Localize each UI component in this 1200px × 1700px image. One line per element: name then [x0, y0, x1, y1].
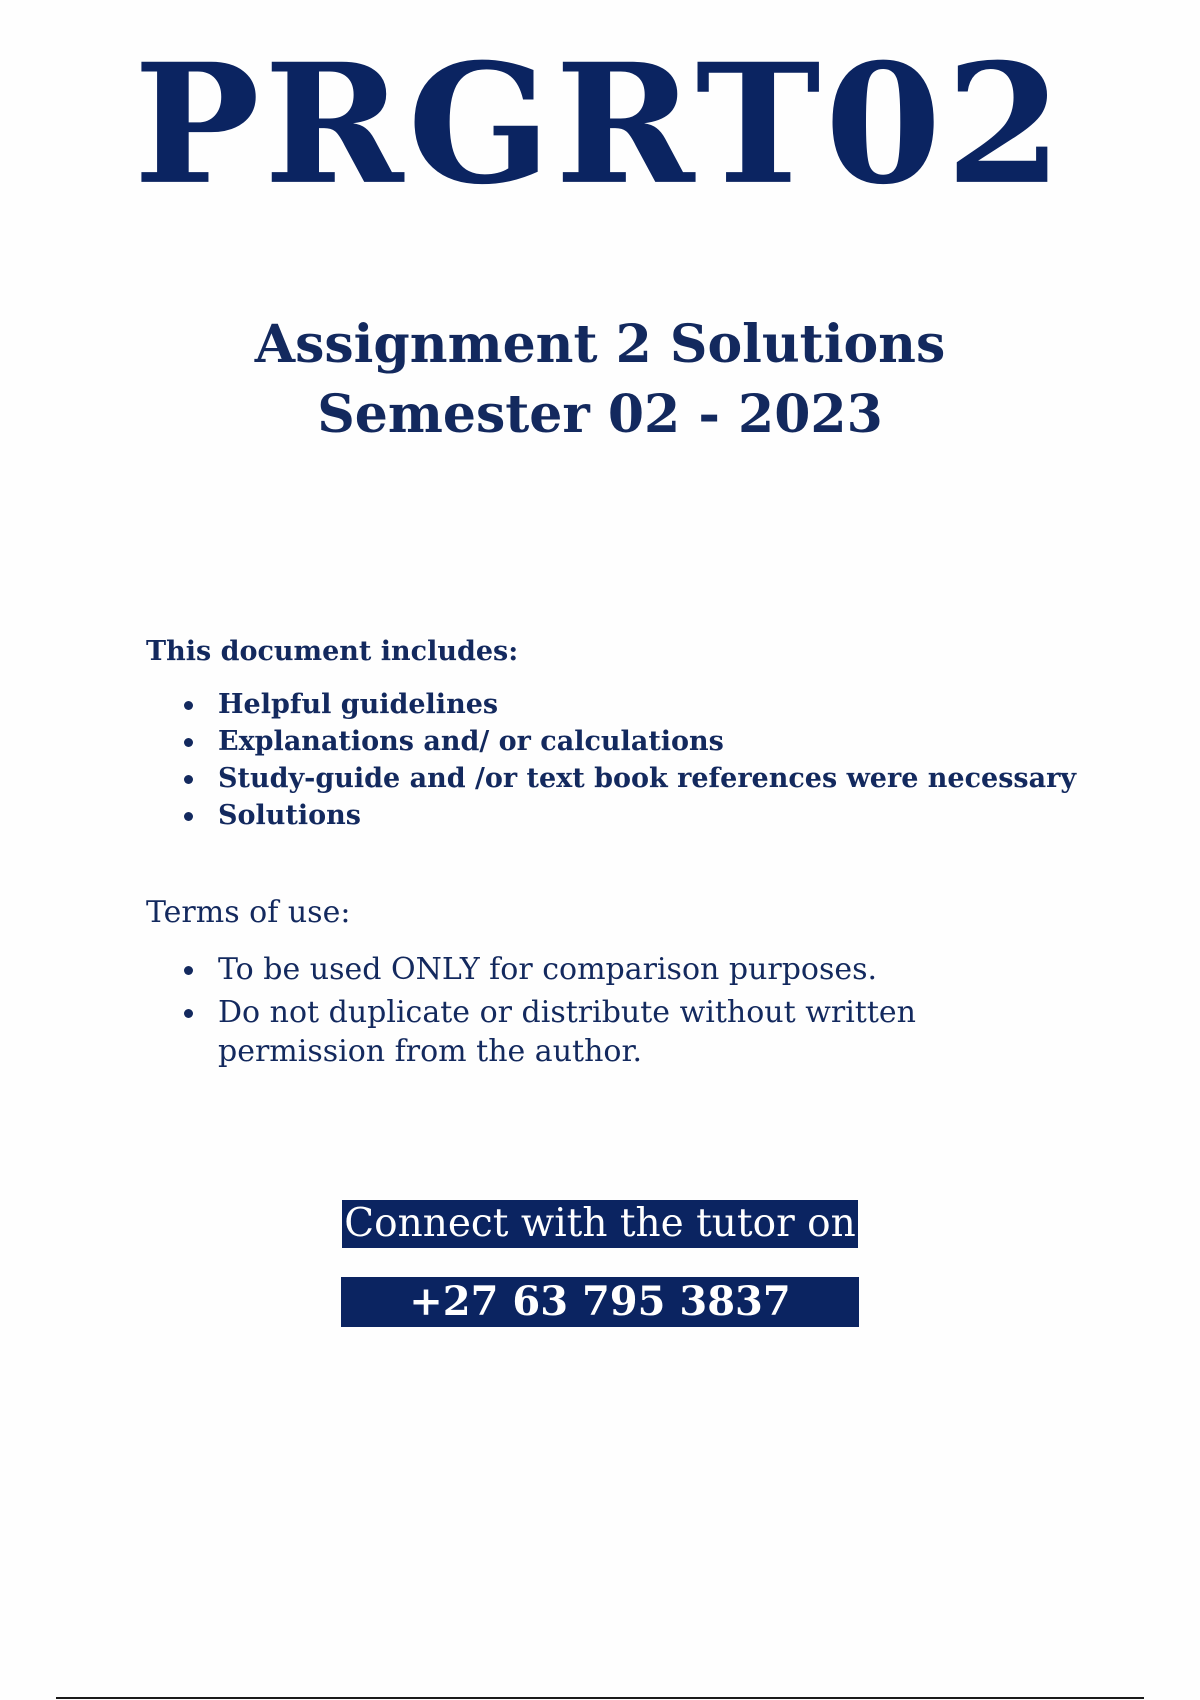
includes-item [146, 686, 1076, 723]
phone-number: +27 63 795 3837 [341, 1277, 859, 1327]
bullet-icon [184, 701, 193, 710]
includes-item [146, 723, 1076, 760]
includes-item [146, 760, 1076, 797]
course-code-title: PRGRT02 [133, 26, 1067, 222]
terms-item-text: To be used ONLY for comparison purposes. [218, 952, 878, 987]
connect-label: Connect with the tutor on [344, 1201, 856, 1246]
includes-list [146, 686, 1076, 834]
document-subtitle [0, 310, 1200, 450]
bullet-icon [184, 966, 193, 975]
terms-heading: Terms of use: [146, 895, 351, 930]
includes-heading: This document includes: [146, 636, 519, 667]
includes-item-text: Helpful guidelines [218, 689, 499, 720]
bullet-icon [184, 738, 193, 747]
includes-item-text: Solutions [218, 800, 361, 831]
includes-item-text: Explanations and/ or calculations [218, 726, 724, 757]
footer-divider [56, 1697, 1144, 1699]
contact-section [0, 1200, 1200, 1248]
bullet-icon [184, 812, 193, 821]
includes-item-text: Study-guide and /or text book references were necessary [218, 763, 1077, 794]
bullet-icon [184, 775, 193, 784]
includes-item [146, 797, 1076, 834]
terms-item [146, 950, 966, 989]
terms-item [146, 993, 966, 1071]
bullet-icon [184, 1009, 193, 1018]
subtitle-line-assignment: Assignment 2 Solutions [254, 314, 946, 375]
subtitle-line-semester: Semester 02 - 2023 [317, 384, 883, 445]
terms-item-text: Do not duplicate or distribute without written permission from the author. [218, 995, 916, 1069]
terms-list [146, 950, 966, 1075]
